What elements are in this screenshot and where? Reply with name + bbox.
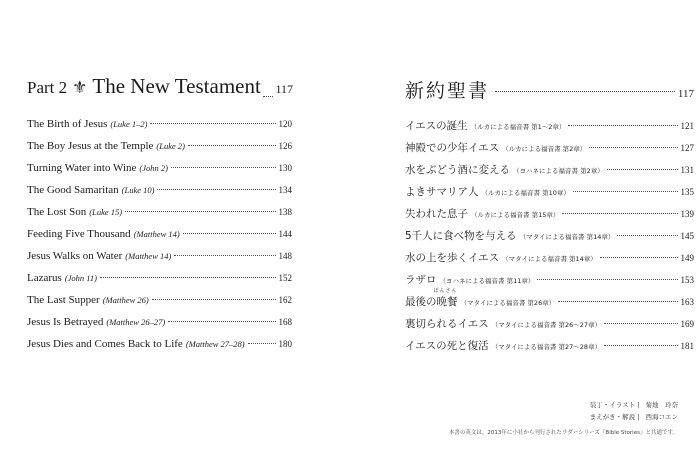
entry-page-number: 126 xyxy=(278,141,292,151)
entry-title: 最後の晩餐 xyxy=(405,296,458,308)
entry-title: The Boy Jesus at the Temple xyxy=(27,140,154,152)
entry-reference: （ルカによる福音書 第1～2章） xyxy=(470,123,566,131)
entry-page-number: 163 xyxy=(680,297,694,307)
toc-entry[interactable] xyxy=(27,140,292,158)
dot-leader xyxy=(263,95,274,97)
entry-title: Jesus Dies and Comes Back to Life xyxy=(27,338,183,350)
entry-title: 5千人に食べ物を与える xyxy=(405,230,517,242)
entry-page-number: 135 xyxy=(680,187,694,197)
entry-reference: (Matthew 14) xyxy=(125,251,172,261)
entry-title: Feeding Five Thousand xyxy=(27,228,131,240)
entry-page-number: 169 xyxy=(680,319,694,329)
right-page-japanese xyxy=(350,0,700,449)
toc-entry[interactable] xyxy=(405,140,694,158)
credit-role: 装丁・イラスト xyxy=(589,401,636,409)
entry-page-number: 131 xyxy=(680,165,694,175)
toc-entry[interactable] xyxy=(405,206,694,224)
toc-entry[interactable] xyxy=(27,206,292,224)
dot-leader xyxy=(174,254,275,256)
entry-page-number: 148 xyxy=(278,251,292,261)
toc-entry[interactable] xyxy=(27,162,292,180)
toc-entry[interactable] xyxy=(27,316,292,334)
entry-title: The Birth of Jesus xyxy=(27,118,108,130)
entry-reference: (Matthew 14) xyxy=(133,229,180,239)
entry-page-number: 120 xyxy=(278,119,292,129)
entry-page-number: 139 xyxy=(680,209,694,219)
entry-reference: (Luke 1–2) xyxy=(110,119,148,129)
dot-leader xyxy=(573,190,678,192)
toc-entry[interactable] xyxy=(27,250,292,268)
entry-title: The Good Samaritan xyxy=(27,184,119,196)
toc-entry[interactable] xyxy=(27,228,292,246)
dot-leader xyxy=(157,188,275,190)
dot-leader xyxy=(152,298,276,300)
toc-entry[interactable] xyxy=(405,288,694,312)
dot-leader xyxy=(617,234,677,236)
dot-leader xyxy=(125,210,275,212)
dot-leader xyxy=(171,166,276,168)
dot-leader xyxy=(188,144,276,146)
entry-reference: （ルカによる福音書 第10章） xyxy=(481,189,570,197)
dot-leader xyxy=(607,168,678,170)
entry-page-number: 138 xyxy=(278,207,292,217)
part-title: 新約聖書 xyxy=(405,81,490,102)
entry-page-number: 144 xyxy=(278,229,292,239)
entry-reference: （マタイによる福音書 第14章） xyxy=(519,233,615,241)
entry-reference: (Luke 15) xyxy=(89,207,123,217)
entry-title: Jesus Is Betrayed xyxy=(27,316,104,328)
toc-entry[interactable] xyxy=(27,338,292,356)
entry-reference: (Luke 10) xyxy=(121,185,155,195)
toc-entry[interactable] xyxy=(405,338,694,356)
entry-page-number: 130 xyxy=(278,163,292,173)
dot-leader xyxy=(604,344,677,346)
entry-page-number: 180 xyxy=(278,339,292,349)
entry-title: 神殿での少年イエス xyxy=(405,142,500,154)
entry-reference: （マタイによる福音書 第26～27章） xyxy=(491,321,602,329)
toc-entry[interactable] xyxy=(27,294,292,312)
toc-entry[interactable] xyxy=(405,162,694,180)
entry-title: The Last Supper xyxy=(27,294,100,306)
toc-entry[interactable] xyxy=(27,272,292,290)
fleur-de-lis-icon: ⚜ xyxy=(72,78,88,97)
entry-title: Lazarus xyxy=(27,272,62,284)
toc-entry[interactable] xyxy=(405,228,694,246)
entry-title: イエスの誕生 xyxy=(405,120,468,132)
part-heading xyxy=(27,74,293,102)
entry-title: Turning Water into Wine xyxy=(27,162,137,174)
entry-page-number: 168 xyxy=(278,317,292,327)
entry-page-number: 145 xyxy=(680,231,694,241)
entry-title: 水の上を歩くイエス xyxy=(405,252,500,264)
entry-reference: (Matthew 27–28) xyxy=(185,339,245,349)
part-heading xyxy=(405,76,694,102)
dot-leader xyxy=(604,322,677,324)
dot-leader xyxy=(248,342,276,344)
entry-reference: (John 2) xyxy=(139,163,168,173)
part-title: The New Testament xyxy=(92,74,261,98)
entry-reference: （マタイによる福音書 第27～28章） xyxy=(491,343,602,351)
credit-name: 菊地 玲奈 xyxy=(645,401,678,409)
part-label: Part 2 xyxy=(27,78,68,97)
toc-entry[interactable] xyxy=(405,250,694,268)
toc-entry[interactable] xyxy=(405,118,694,136)
entry-reference: （ルカによる福音書 第2章） xyxy=(502,145,587,153)
dot-leader xyxy=(558,300,677,302)
credit-name: 西海コエン xyxy=(645,413,678,421)
dot-leader xyxy=(568,124,677,126)
entry-title: 裏切られるイエス xyxy=(405,318,489,330)
entry-reference: （マタイによる福音書 第26章） xyxy=(460,299,556,307)
entry-page-number: 162 xyxy=(278,295,292,305)
entry-title: よきサマリア人 xyxy=(405,186,479,198)
entry-reference: (John 11) xyxy=(64,273,97,283)
dot-leader xyxy=(495,90,675,92)
ruby-reading: ばんさん xyxy=(433,288,458,294)
entry-reference: （ヨハネによる福音書 第2章） xyxy=(513,167,604,175)
entry-reference: （マタイによる福音書 第14章） xyxy=(502,255,597,263)
entry-title: The Lost Son xyxy=(27,206,87,218)
toc-entry[interactable] xyxy=(405,316,694,334)
entry-title: 水をぶどう酒に変える xyxy=(405,164,510,176)
credit-role: まえがき・解説 xyxy=(589,413,636,421)
credit-line: 装丁・イラスト | 菊地 玲奈 xyxy=(589,401,678,409)
entry-title: Jesus Walks on Water xyxy=(27,250,123,262)
entry-page-number: 121 xyxy=(680,121,694,131)
toc-entry[interactable] xyxy=(405,184,694,202)
entry-title-with-ruby xyxy=(405,288,458,309)
dot-leader xyxy=(537,278,677,280)
entry-page-number: 153 xyxy=(680,275,694,285)
dot-leader xyxy=(589,146,677,148)
entry-title: ラザロ xyxy=(405,274,437,286)
entry-title: イエスの死と復活 xyxy=(405,340,489,352)
dot-leader xyxy=(562,212,677,214)
footnote: 本書の英文は、2013年に小社から刊行されたラダーシリーズ『Bible Stories』と共通です。 xyxy=(448,430,678,436)
dot-leader xyxy=(150,122,275,124)
entry-page-number: 152 xyxy=(278,273,292,283)
part-page-number: 117 xyxy=(677,88,694,100)
dot-leader xyxy=(600,256,678,258)
entry-title: 失われた息子 xyxy=(405,208,468,220)
entry-page-number: 181 xyxy=(680,341,694,351)
entry-reference: （ヨハネによる福音書 第11章） xyxy=(439,277,535,285)
entry-reference: (Luke 2) xyxy=(156,141,185,151)
part-page-number: 117 xyxy=(275,82,293,96)
entry-reference: (Matthew 26–27) xyxy=(106,317,166,327)
entry-reference: (Matthew 26) xyxy=(102,295,149,305)
dot-leader xyxy=(100,276,276,278)
entry-page-number: 149 xyxy=(680,253,694,263)
entry-page-number: 127 xyxy=(680,143,694,153)
entry-page-number: 134 xyxy=(278,185,292,195)
entry-reference: （ルカによる福音書 第15章） xyxy=(471,211,560,219)
toc-entry[interactable] xyxy=(27,184,292,202)
toc-entry[interactable] xyxy=(27,118,292,136)
dot-leader xyxy=(168,320,275,322)
credit-line: まえがき・解説 | 西海コエン xyxy=(589,413,678,421)
dot-leader xyxy=(183,232,276,234)
